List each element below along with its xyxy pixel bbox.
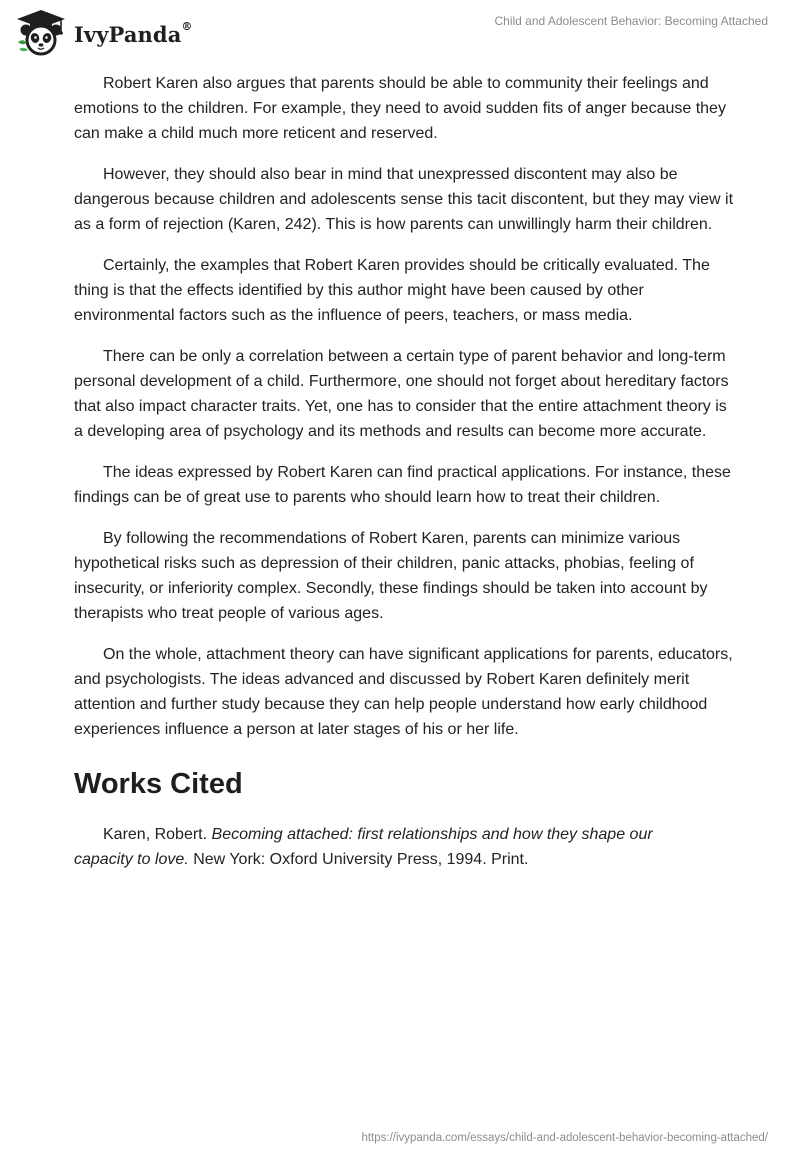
registered-mark: ®: [181, 19, 193, 33]
citation-publication: New York: Oxford University Press, 1994. Print.: [193, 851, 529, 868]
site-logo[interactable]: [14, 8, 193, 56]
brand-name: IvyPanda®: [74, 19, 193, 47]
paragraph: Robert Karen also argues that parents should be able to community their feelings and emotions to the children. For example, they need to avoid sudden fits of anger because they can make a child much more reticent and reserved.: [74, 75, 726, 142]
essay-content: [74, 71, 734, 888]
paragraph: By following the recommendations of Robert Karen, parents can minimize various hypothetical risks such as depression of their children, panic attacks, phobias, feeling of insecurity, or inferiority complex. Secondly, these findings should be taken into account by therapists who treat people of various ages.: [74, 530, 708, 622]
panda-logo-icon: [14, 8, 68, 56]
citation-author: Karen, Robert.: [103, 826, 208, 843]
paragraph: There can be only a correlation between a certain type of parent behavior and long-term personal development of a child. Furthermore, one should not forget about hereditary factors that also impact character traits. Yet, one has to consider that the entire attachment theory is a developing area of psychology and its methods and results can become more accurate.: [74, 348, 729, 440]
paragraph: However, they should also bear in mind that unexpressed discontent may also be dangerous because children and adolescents sense this tacit discontent, but they may view it as a form of rejection (Karen, 242). This is how parents can unwillingly harm their children.: [74, 166, 734, 233]
source-url[interactable]: https://ivypanda.com/essays/child-and-adolescent-behavior-becoming-attached/: [361, 1132, 768, 1144]
paragraph: On the whole, attachment theory can have significant applications for parents, educators, and psychologists. The ideas advanced and discussed by Robert Karen definitely merit attention and further study because they can help people understand how early childhood experiences influence a person at later stages of his or her life.: [74, 646, 733, 738]
paragraph: The ideas expressed by Robert Karen can find practical applications. For instance, these findings can be of great use to parents who should learn how to treat their children.: [74, 464, 731, 506]
citation-title: Becoming attached: first relationships and how they shape our capacity to love.: [74, 826, 653, 868]
works-cited-heading: Works Cited: [74, 768, 243, 800]
paragraph: Certainly, the examples that Robert Karen provides should be critically evaluated. The thing is that the effects identified by this author might have been caused by other environmental factors such as the influence of peers, teachers, or mass media.: [74, 257, 710, 324]
citation-entry: [74, 822, 664, 872]
running-title: Child and Adolescent Behavior: Becoming Attached: [494, 14, 768, 28]
